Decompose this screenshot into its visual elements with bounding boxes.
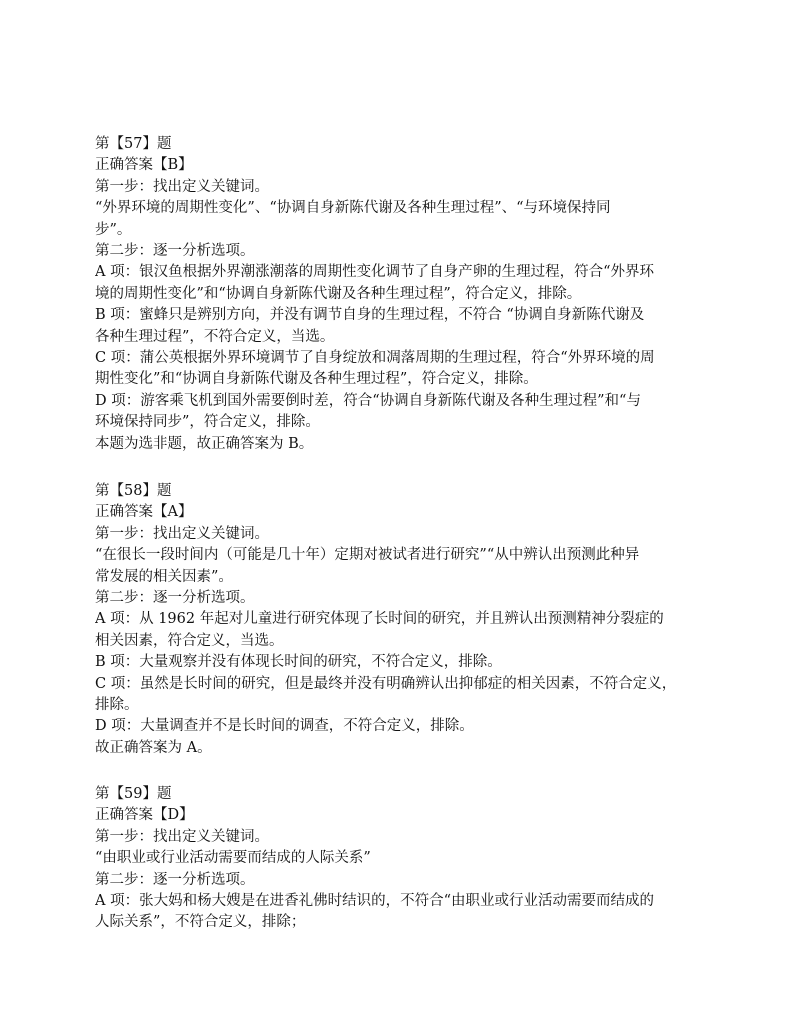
option-c-analysis: C 项：虽然是长时间的研究，但是最终并没有明确辨认出抑郁症的相关因素，不符合定义， (95, 675, 677, 692)
option-b-analysis: 各种生理过程”，不符合定义，当选。 (95, 328, 335, 345)
option-a-analysis: A 项：张大妈和杨大嫂是在进香礼佛时结识的，不符合“由职业或行业活动需要而结成的 (95, 893, 654, 910)
correct-answer: 正确答案【B】 (95, 157, 193, 174)
question-header: 第【59】题 (95, 786, 172, 802)
option-c-analysis: C 项：蒲公英根据外界环境调节了自身绽放和凋落周期的生理过程，符合“外界环境的周 (95, 350, 655, 367)
conclusion: 本题为选非题，故正确答案为 B。 (95, 435, 314, 452)
option-c-analysis: 排除。 (95, 697, 139, 714)
correct-answer: 正确答案【A】 (95, 504, 193, 521)
option-d-analysis: 环境保持同步”，符合定义，排除。 (95, 414, 320, 431)
step-one: 第一步：找出定义关键词。 (95, 828, 269, 845)
keywords-line: “外界环境的周期性变化”、“协调自身新陈代谢及各种生理过程”、“与环境保持同 (95, 200, 611, 217)
step-one: 第一步：找出定义关键词。 (95, 178, 269, 195)
option-a-analysis: 人际关系”，不符合定义，排除； (95, 914, 306, 931)
option-c-analysis: 期性变化”和“协调自身新陈代谢及各种生理过程”，符合定义，排除。 (95, 371, 538, 388)
step-one: 第一步：找出定义关键词。 (95, 525, 269, 542)
keywords-line: 步”。 (95, 221, 132, 238)
keywords-line: “由职业或行业活动需要而结成的人际关系” (95, 850, 371, 867)
question-header: 第【58】题 (95, 483, 172, 499)
question-59 (95, 784, 715, 934)
option-d-analysis: D 项：游客乘飞机到国外需要倒时差，符合“协调自身新陈代谢及各种生理过程”和“与 (95, 392, 641, 409)
option-a-analysis: A 项：从 1962 年起对儿童进行研究体现了长时间的研究，并且辨认出预测精神分裂症的 (95, 611, 664, 628)
option-b-analysis: B 项：蜜蜂只是辨别方向，并没有调节自身的生理过程，不符合 “协调自身新陈代谢及 (95, 307, 645, 324)
step-two: 第二步：逐一分析选项。 (95, 243, 255, 260)
conclusion: 故正确答案为 A。 (95, 739, 212, 756)
option-b-analysis: B 项：大量观察并没有体现长时间的研究，不符合定义，排除。 (95, 654, 502, 671)
keywords-line: 常发展的相关因素”。 (95, 568, 233, 585)
step-two: 第二步：逐一分析选项。 (95, 590, 255, 607)
question-58 (95, 481, 715, 759)
option-d-analysis: D 项：大量调查并不是长时间的调查，不符合定义，排除。 (95, 718, 474, 735)
keywords-line: “在很长一段时间内（可能是几十年）定期对被试者进行研究”“从中辨认出预测此种异 (95, 547, 640, 564)
question-57 (95, 134, 715, 455)
step-two: 第二步：逐一分析选项。 (95, 871, 255, 888)
question-header: 第【57】题 (95, 136, 172, 152)
option-a-analysis: 境的周期性变化”和“协调自身新陈代谢及各种生理过程”，符合定义，排除。 (95, 285, 582, 302)
option-a-analysis: 相关因素，符合定义，当选。 (95, 632, 284, 649)
option-a-analysis: A 项：银汉鱼根据外界潮涨潮落的周期性变化调节了自身产卵的生理过程，符合“外界环 (95, 264, 654, 281)
correct-answer: 正确答案【D】 (95, 807, 194, 824)
